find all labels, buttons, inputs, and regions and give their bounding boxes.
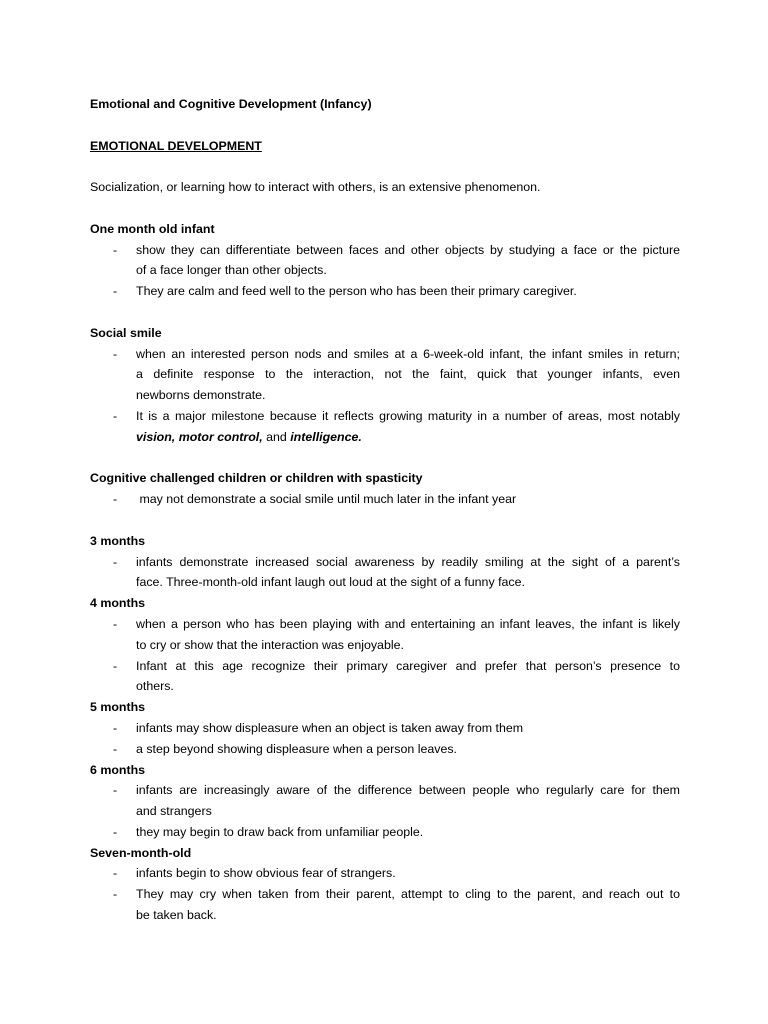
section-heading: EMOTIONAL DEVELOPMENT xyxy=(90,138,262,153)
bullet-dash: - xyxy=(113,887,118,902)
subheading-4-months: 4 months xyxy=(90,596,146,611)
emphasis-text: intelligence. xyxy=(290,429,362,444)
list-item-line: newborns demonstrate. xyxy=(136,388,266,403)
bullet-dash: - xyxy=(113,554,118,569)
list-item-line: They are calm and feed well to the person who has been their primary caregiver. xyxy=(136,284,577,299)
list-item-line: show they can differentiate between faces and other objects by studying a face or the picture xyxy=(136,242,680,257)
bullet-dash: - xyxy=(113,346,118,361)
list-item xyxy=(90,718,680,739)
list-item-line: infants demonstrate increased social awareness by readily smiling at the sight of a parent’s xyxy=(136,554,680,569)
list-item-line: It is a major milestone because it reflects growing maturity in a number of areas, most notably xyxy=(136,408,680,423)
subheading-social-smile: Social smile xyxy=(90,325,162,340)
list-item-line: be taken back. xyxy=(136,908,217,923)
list-item-line: may not demonstrate a social smile until much later in the infant year xyxy=(136,492,517,507)
bullet-dash: - xyxy=(113,658,118,673)
list-item-line: infants may show displeasure when an object is taken away from them xyxy=(136,720,524,735)
bullet-dash: - xyxy=(113,720,118,735)
bullet-dash: - xyxy=(113,492,118,507)
list-item xyxy=(90,884,680,926)
subheading-seven-month-old: Seven-month-old xyxy=(90,845,192,860)
subheading-cognitive: Cognitive challenged children or children with spasticity xyxy=(90,471,423,486)
list-item-line: they may begin to draw back from unfamiliar people. xyxy=(136,824,424,839)
list-item-line: a definite response to the interaction, not the faint, quick that younger infants, even xyxy=(136,367,680,382)
list-item-line: face. Three-month-old infant laugh out loud at the sight of a funny face. xyxy=(136,575,525,590)
list-item-line: of a face longer than other objects. xyxy=(136,263,327,278)
document-page xyxy=(90,94,680,926)
list-item xyxy=(90,780,680,822)
list-item-line: infants begin to show obvious fear of strangers. xyxy=(136,866,396,881)
bullet-dash: - xyxy=(113,616,118,631)
subheading-6-months: 6 months xyxy=(90,762,146,777)
list-item xyxy=(90,656,680,698)
list-item xyxy=(90,281,680,302)
subheading-3-months: 3 months xyxy=(90,533,146,548)
list-item-line xyxy=(136,427,680,448)
bullet-dash: - xyxy=(113,408,118,423)
list-item-line: to cry or show that the interaction was enjoyable. xyxy=(136,637,404,652)
subheading-5-months: 5 months xyxy=(90,700,146,715)
list-item xyxy=(90,344,680,406)
emphasis-text: vision, motor control, xyxy=(136,429,263,444)
bullet-dash: - xyxy=(113,866,118,881)
list-item xyxy=(90,406,680,448)
bullet-dash: - xyxy=(113,783,118,798)
bullet-dash: - xyxy=(113,741,118,756)
list-item-line: when an interested person nods and smiles at a 6-week-old infant, the infant smiles in return; xyxy=(136,346,680,361)
list-item-line: Infant at this age recognize their primary caregiver and prefer that person’s presence to xyxy=(136,658,680,673)
subheading-one-month: One month old infant xyxy=(90,221,215,236)
bullet-dash: - xyxy=(113,824,118,839)
list-item xyxy=(90,614,680,656)
list-item-line: when a person who has been playing with and entertaining an infant leaves, the infant is likely xyxy=(136,616,680,631)
plain-text: and xyxy=(262,429,291,444)
list-item xyxy=(90,863,680,884)
bullet-dash: - xyxy=(113,284,118,299)
list-item xyxy=(90,489,680,510)
list-item-line: They may cry when taken from their parent, attempt to cling to the parent, and reach out to xyxy=(136,887,680,902)
list-item-line: infants are increasingly aware of the difference between people who regularly care for them xyxy=(136,783,680,798)
list-item xyxy=(90,240,680,282)
list-item xyxy=(90,822,680,843)
bullet-dash: - xyxy=(113,242,118,257)
list-item-line: others. xyxy=(136,679,174,694)
list-item-line: and strangers xyxy=(136,804,212,819)
document-title: Emotional and Cognitive Development (Infancy) xyxy=(90,97,372,111)
intro-paragraph: Socialization, or learning how to interact with others, is an extensive phenomenon. xyxy=(90,180,541,195)
list-item xyxy=(90,552,680,594)
list-item-line: a step beyond showing displeasure when a person leaves. xyxy=(136,741,457,756)
list-item xyxy=(90,739,680,760)
